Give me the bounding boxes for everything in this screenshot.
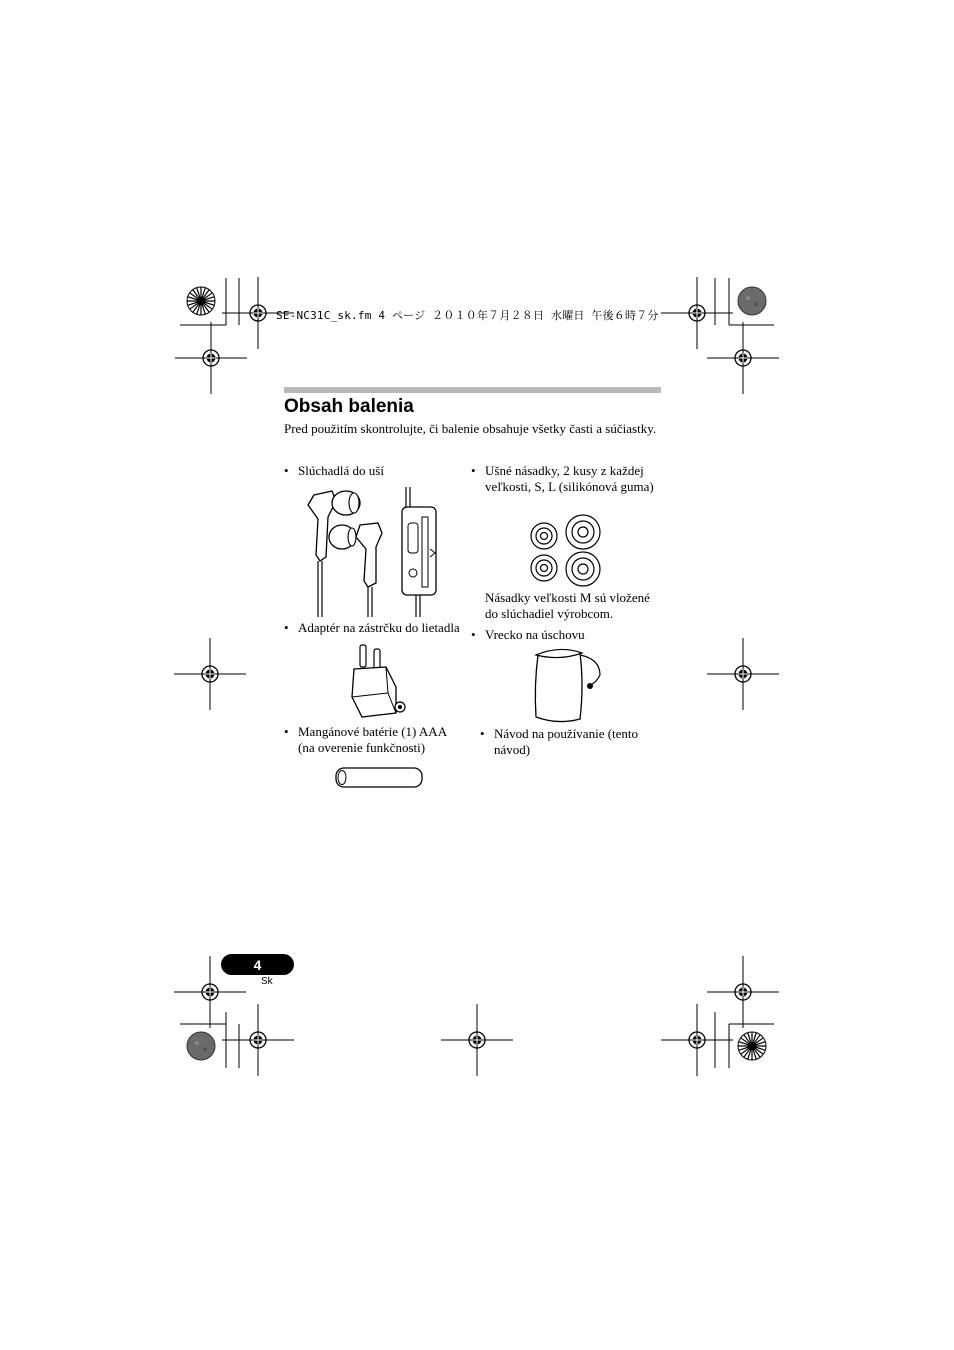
bullet: • — [284, 620, 289, 635]
section-bar — [284, 387, 661, 393]
starburst-mark — [187, 287, 215, 315]
intro-text: Pred použitím skontrolujte, či balenie obsahuje všetky časti a súčiastky. — [284, 421, 657, 436]
bullet: • — [471, 627, 476, 642]
gray-dot-mark — [187, 1032, 215, 1060]
bullet: • — [284, 463, 289, 478]
bullet: • — [471, 463, 476, 478]
page-number: 4 — [221, 954, 294, 975]
item-earphones-label: Slúchadlá do uší — [298, 463, 384, 478]
registration-cross — [661, 277, 733, 349]
item-battery — [284, 724, 464, 756]
bullet: • — [284, 724, 289, 739]
ear-tips-note: Násadky veľkosti M sú vložené do slúchadiel výrobcom. — [485, 590, 650, 621]
file-info-header: SE-NC31C_sk.fm 4 ページ ２０１０年７月２８日 水曜日 午後６時７分 — [276, 309, 659, 322]
ear-tips-illustration — [528, 514, 608, 586]
item-adapter — [284, 620, 470, 636]
item-ear-tips — [471, 463, 663, 495]
starburst-mark — [738, 1032, 766, 1060]
earphones-illustration — [298, 487, 448, 617]
registration-cross — [441, 1004, 513, 1076]
item-pouch-label: Vrecko na úschovu — [485, 627, 585, 642]
registration-cross — [707, 638, 779, 710]
registration-cross — [661, 1004, 733, 1076]
bullet: • — [480, 726, 485, 741]
pouch-illustration — [530, 645, 610, 725]
plane-adapter-illustration — [350, 643, 410, 723]
item-battery-label: Mangánové batérie (1) AAA (na overenie funkčnosti) — [298, 724, 447, 755]
item-earphones — [284, 463, 464, 479]
registration-cross — [222, 1004, 294, 1076]
registration-cross — [707, 322, 779, 394]
registration-cross — [707, 956, 779, 1028]
battery-illustration — [333, 766, 425, 790]
gray-dot-mark — [738, 287, 766, 315]
item-pouch — [471, 627, 663, 643]
item-manual-label: Návod na používanie (tento návod) — [494, 726, 639, 757]
item-ear-tips-label: Ušné násadky, 2 kusy z každej veľkosti, S, L (silikónová guma) — [485, 463, 654, 494]
registration-cross — [175, 322, 247, 394]
language-code: Sk — [261, 976, 273, 987]
registration-cross — [174, 638, 246, 710]
item-adapter-label: Adaptér na zástrčku do lietadla — [298, 620, 460, 635]
section-title: Obsah balenia — [284, 396, 414, 417]
item-manual — [480, 726, 660, 758]
